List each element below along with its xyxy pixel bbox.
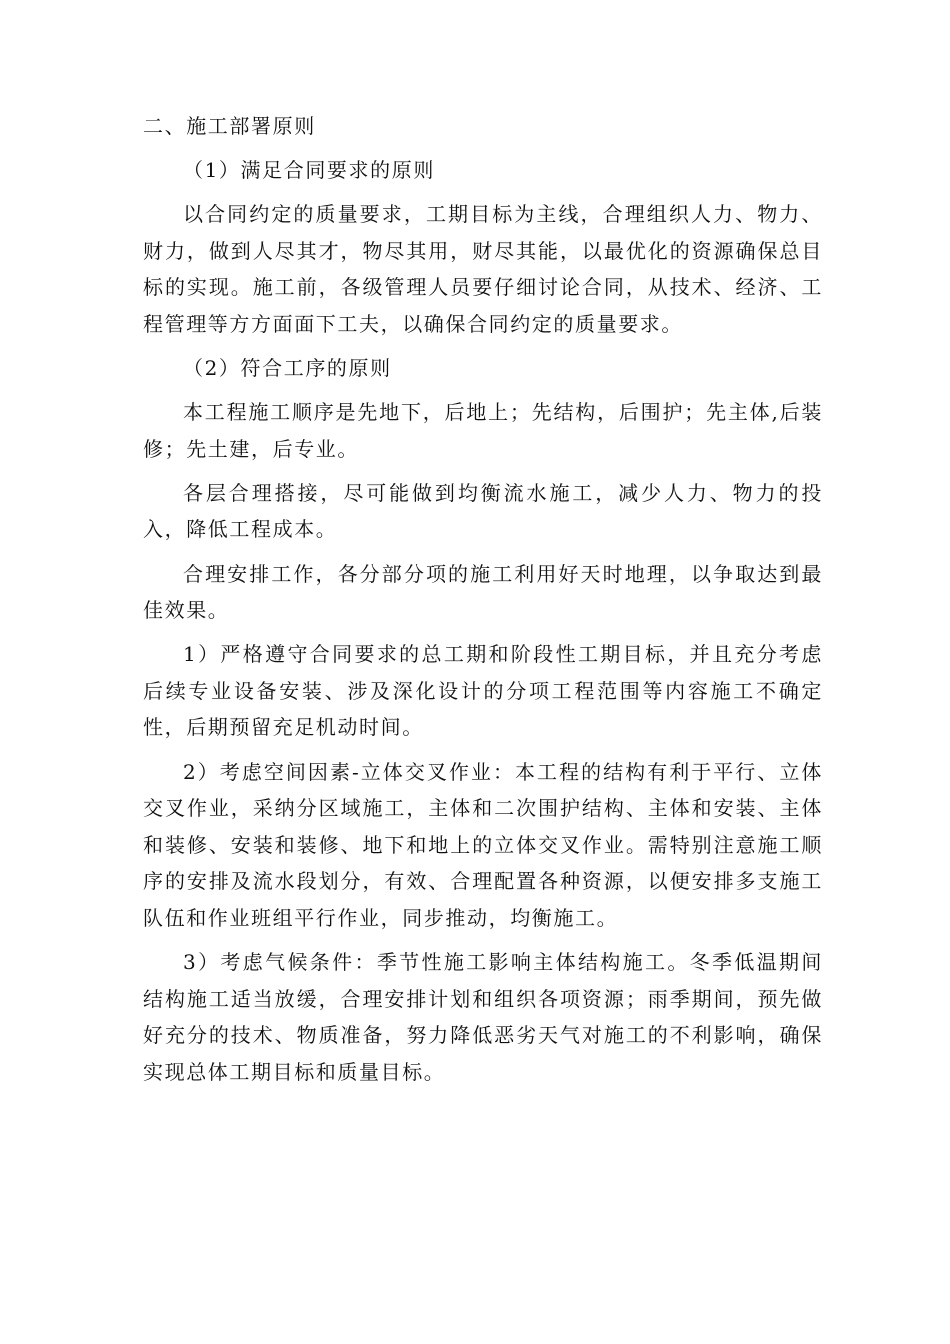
paragraph: 3）考虑气候条件：季节性施工影响主体结构施工。冬季低温期间结构施工适当放缓，合理安排计划和组织各项资源；雨季期间，预先做好充分的技术、物质准备，努力降低恶劣天气对施工的不利影响，确保实现总体工期目标和质量目标。	[143, 949, 823, 1084]
paragraph: 2）考虑空间因素-立体交叉作业：本工程的结构有利于平行、立体交叉作业，采纳分区域施工，主体和二次围护结构、主体和安装、主体和装修、安装和装修、地下和地上的立体交叉作业。需特别注意施工顺序的安排及流水段划分，有效、合理配置各种资源，以便安排多支施工队伍和作业班组平行作业，同步推动，均衡施工。	[143, 759, 823, 930]
section-title: 二、施工部署原则	[143, 114, 316, 138]
paragraph: 本工程施工顺序是先地下，后地上；先结构，后围护；先主体,后装修；先土建，后专业。	[143, 400, 823, 461]
subheading-process-principle: （2）符合工序的原则	[183, 356, 392, 381]
paragraph: 以合同约定的质量要求，工期目标为主线，合理组织人力、物力、财力，做到人尽其才，物尽其用，财尽其能，以最优化的资源确保总目标的实现。施工前，各级管理人员要仔细讨论合同，从技术、经济、工程管理等方方面面下工夫，以确保合同约定的质量要求。	[143, 202, 823, 336]
subheading-contract-principle: （1）满足合同要求的原则	[183, 158, 435, 183]
document-body	[143, 108, 823, 1098]
paragraph: 1）严格遵守合同要求的总工期和阶段性工期目标，并且充分考虑后续专业设备安装、涉及深化设计的分项工程范围等内容施工不确定性，后期预留充足机动时间。	[143, 642, 823, 740]
paragraph: 各层合理搭接，尽可能做到均衡流水施工，减少人力、物力的投入，降低工程成本。	[143, 480, 823, 542]
paragraph: 合理安排工作，各分部分项的施工利用好天时地理，以争取达到最佳效果。	[143, 561, 823, 623]
